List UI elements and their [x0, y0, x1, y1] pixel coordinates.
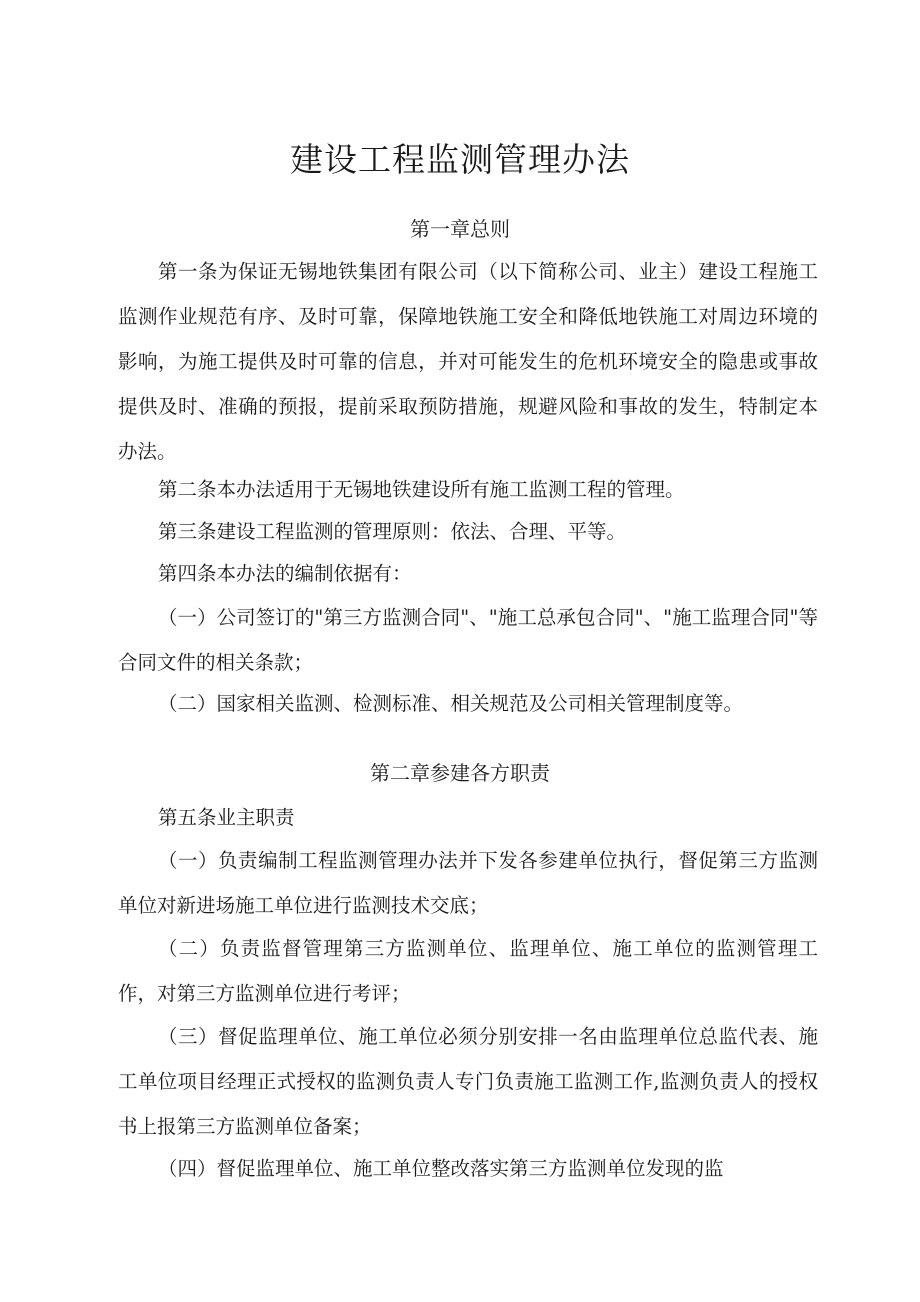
article-2-paragraph: 第二条本办法适用于无锡地铁建设所有施工监测工程的管理。 — [158, 478, 685, 501]
chapter-1-heading: 第一章总则 — [410, 217, 510, 241]
article-3-paragraph: 第三条建设工程监测的管理原则：依法、合理、平等。 — [158, 520, 627, 543]
article-5-item-1: （一）负责编制工程监测管理办法并下发各参建单位执行，督促第三方监测单位对新进场施工单位进行监测技术交底； — [118, 849, 818, 917]
document-title: 建设工程监测管理办法 — [290, 140, 630, 179]
chapter-2-heading: 第二章参建各方职责 — [370, 761, 550, 785]
article-1-paragraph: 第一条为保证无锡地铁集团有限公司（以下简称公司、业主）建设工程施工监测作业规范有序、及时可靠，保障地铁施工安全和降低地铁施工对周边环境的影响，为施工提供及时可靠的信息，并对可能发生的危机环境安全的隐患或事故提供及时、准确的预报，提前采取预防措施，规避风险和事故的发生，特制定本办法。 — [118, 260, 818, 463]
article-4-item-1: （一）公司签订的"第三方监测合同"、"施工总承包合同"、"施工监理合同"等合同文件的相关条款； — [118, 606, 818, 674]
article-5-item-4: （四）督促监理单位、施工单位整改落实第三方监测单位发现的监 — [158, 1157, 724, 1180]
article-5-item-2: （二）负责监督管理第三方监测单位、监理单位、施工单位的监测管理工作，对第三方监测单位进行考评； — [118, 937, 818, 1005]
article-4-item-2: （二）国家相关监测、检测标准、相关规范及公司相关管理制度等。 — [158, 692, 744, 715]
article-5-paragraph: 第五条业主职责 — [158, 806, 295, 829]
article-5-item-3: （三）督促监理单位、施工单位必须分别安排一名由监理单位总监代表、施工单位项目经理正式授权的监测负责人专门负责施工监测工作,监测负责人的授权书上报第三方监测单位备案； — [118, 1025, 818, 1138]
article-4-paragraph: 第四条本办法的编制依据有： — [158, 562, 412, 585]
